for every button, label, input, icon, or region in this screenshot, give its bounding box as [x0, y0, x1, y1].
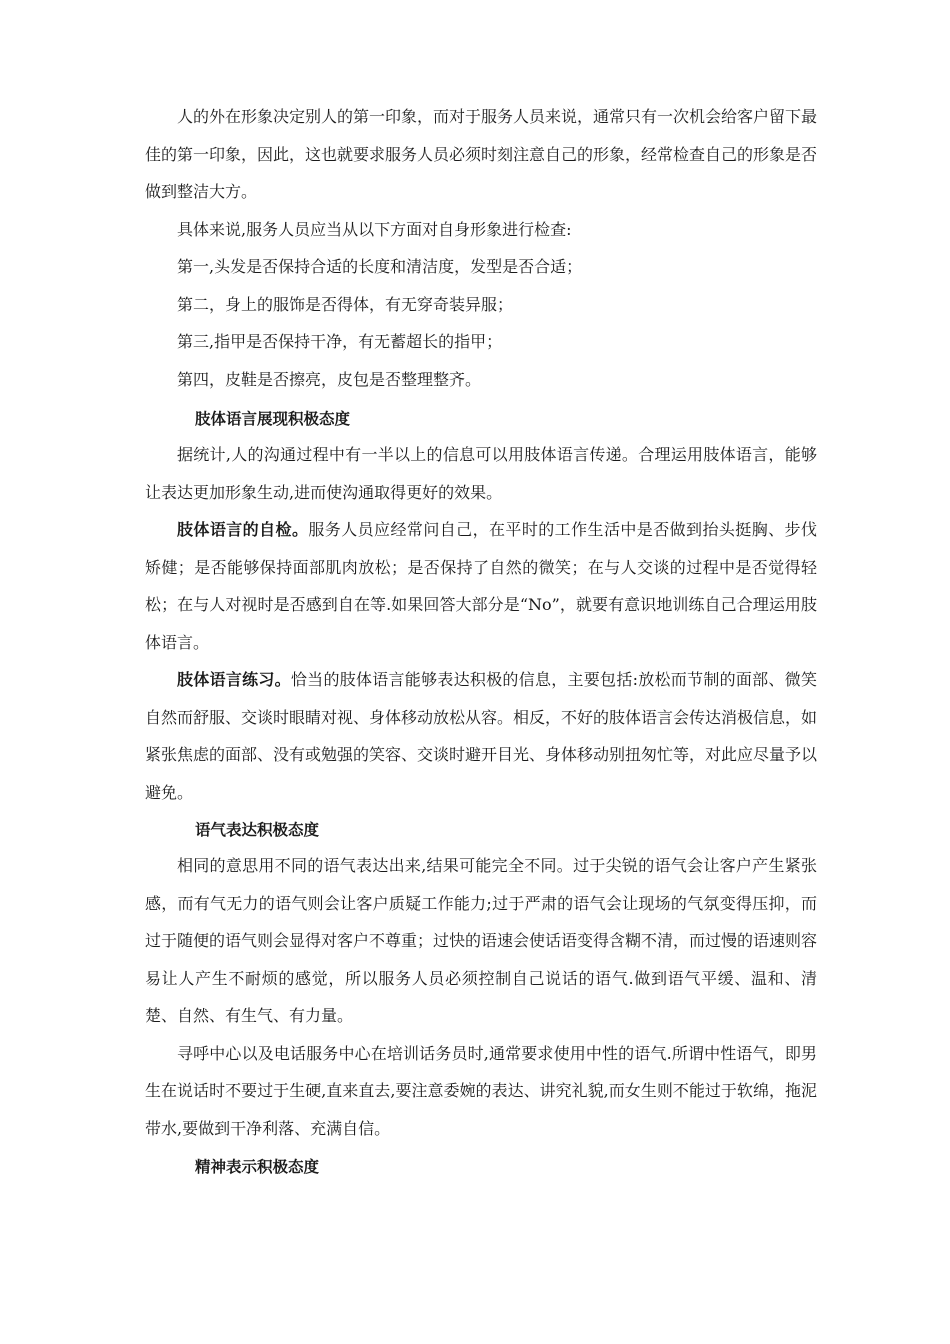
checklist-item-3: 第三,指甲是否保持干净，有无蓄超长的指甲； — [177, 332, 503, 351]
section-tone — [145, 847, 817, 1147]
heading-spirit: 精神表示积极态度 — [195, 1158, 320, 1176]
section-appearance — [145, 98, 817, 398]
paragraph-practice — [145, 661, 817, 811]
paragraph-tone-2: 寻呼中心以及电话服务中心在培训话务员时,通常要求使用中性的语气.所谓中性语气，即男生在说话时不要过于生硬,直来直去,要注意委婉的表达、讲究礼貌,而女生则不能过于软绵，拖泥带水,要做到干净利落、充满自信。 — [145, 1043, 817, 1138]
checklist-item-2: 第二，身上的服饰是否得体，有无穿奇装异服； — [177, 294, 514, 314]
practice-body: 恰当的肢体语言能够表达积极的信息，主要包括:放松而节制的面部、微笑自然而舒服、交谈时眼睛对视、身体移动放松从容。相反，不好的肢体语言会传达消极信息，如紧张焦虑的面部、没有或勉强的笑容、交谈时避开目光、身体移动别扭匆忙等，对此应尽量予以避免。 — [145, 670, 818, 802]
paragraph-self-check — [145, 511, 817, 661]
practice-lead: 肢体语言练习。 — [177, 670, 291, 689]
checklist-item-1: 第一,头发是否保持合适的长度和清洁度，发型是否合适； — [177, 257, 583, 276]
self-check-lead: 肢体语言的自检。 — [177, 520, 309, 539]
paragraph-appearance-intro: 人的外在形象决定别人的第一印象，而对于服务人员来说，通常只有一次机会给客户留下最佳的第一印象，因此，这也就要求服务人员必须时刻注意自己的形象，经常检查自己的形象是否做到整洁大方。 — [145, 107, 818, 201]
paragraph-tone-1: 相同的意思用不同的语气表达出来,结果可能完全不同。过于尖锐的语气会让客户产生紧张感，而有气无力的语气则会让客户质疑工作能力;过于严肃的语气会让现场的气氛变得压抑，而过于随便的语气则会显得对客户不尊重；过快的语速会使话语变得含糊不清，而过慢的语速则容易让人产生不耐烦的感觉，所以服务人员必须控制自己说话的语气.做到语气平缓、温和、清楚、自然、有生气、有力量。 — [145, 856, 818, 1025]
paragraph-body-language-intro: 据统计,人的沟通过程中有一半以上的信息可以用肢体语言传递。合理运用肢体语言，能够让表达更加形象生动,进而使沟通取得更好的效果。 — [145, 445, 817, 502]
paragraph-checklist-lead: 具体来说,服务人员应当从以下方面对自身形象进行检查: — [177, 219, 572, 239]
checklist-item-4: 第四，皮鞋是否擦亮，皮包是否整理整齐。 — [177, 369, 482, 389]
heading-tone: 语气表达积极态度 — [195, 821, 320, 839]
heading-body-language: 肢体语言展现积极态度 — [195, 410, 351, 428]
self-check-body: 服务人员应经常问自己，在平时的工作生活中是否做到抬头挺胸、步伐矫健；是否能够保持面部肌肉放松；是否保持了自然的微笑；在与人交谈的过程中是否觉得轻松；在与人对视时是否感到自在等.如果回答大部分是“No”，就要有意识地训练自己合理运用肢体语言。 — [145, 520, 817, 652]
section-body-language — [145, 436, 817, 811]
